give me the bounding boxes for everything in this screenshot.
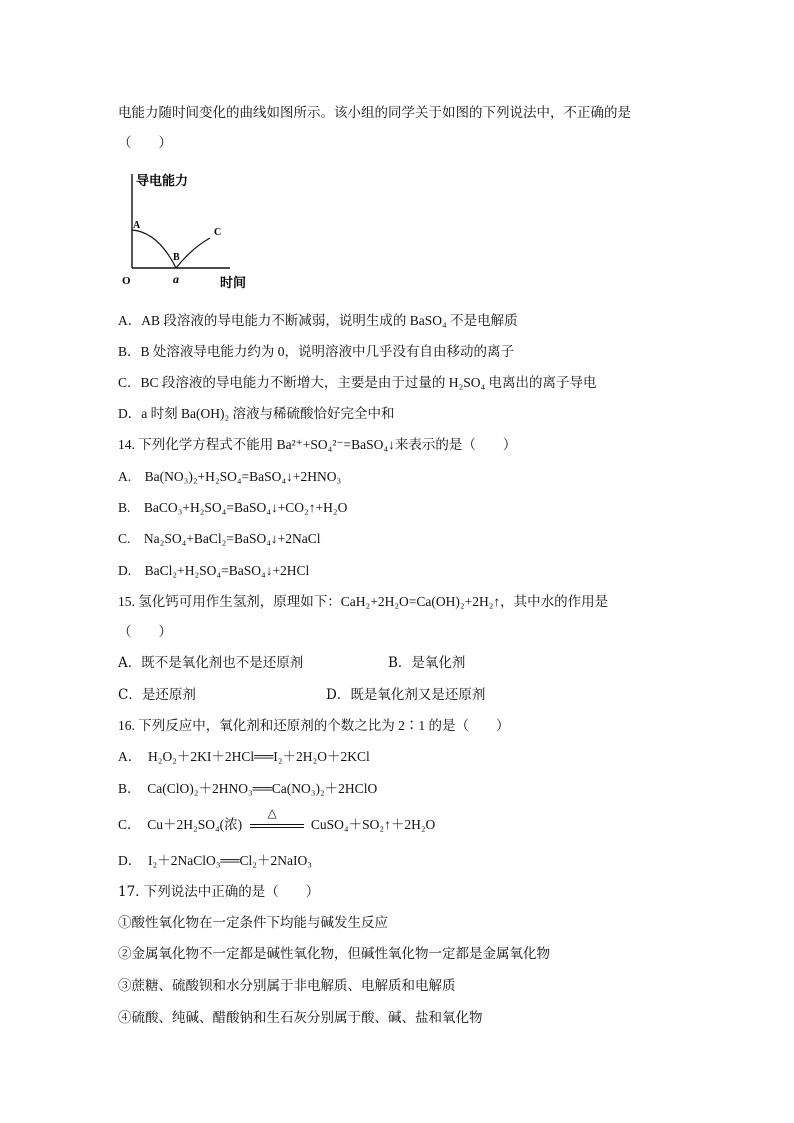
q14-option-a: A. Ba(NO₃)₂+H₂SO₄=BaSO₄↓+2HNO₃ <box>118 469 342 484</box>
q17-stem: 17. 下列说法中正确的是（ ） <box>118 884 320 900</box>
double-line-equals <box>250 824 304 828</box>
x-axis-label: 时间 <box>220 275 247 290</box>
q13-option-a: A．AB 段溶液的导电能力不断减弱，说明生成的 BaSO₄ 不是电解质 <box>118 313 518 328</box>
origin-label: O <box>122 275 131 287</box>
q14-stem: 14. 下列化学方程式不能用 Ba²⁺+SO₄²⁻=BaSO₄↓来表示的是（ ） <box>118 437 517 452</box>
curve-bc <box>176 238 210 268</box>
heat-triangle-icon: △ <box>267 805 277 820</box>
q16-option-c <box>118 805 436 834</box>
conductivity-figure <box>118 170 268 298</box>
point-c-label: C <box>214 227 222 238</box>
q15-option-b: B．是氧化剂 <box>388 655 466 671</box>
q17-statement-1: ①酸性氧化物在一定条件下均能与碱发生反应 <box>118 915 388 931</box>
q15-option-c: C．是还原剂 <box>118 687 196 703</box>
curve-ab <box>132 230 176 268</box>
q17-statement-3: ③蔗糖、硫酸钡和水分别属于非电解质、电解质和电解质 <box>118 978 456 994</box>
q16-option-a: A． H₂O₂＋2KI＋2HCl══I₂＋2H₂O＋2KCl <box>118 749 370 764</box>
point-b-label: B <box>173 252 180 263</box>
q15-paren: （ ） <box>118 624 172 640</box>
q14-option-d: D. BaCl₂+H₂SO₄=BaSO₄↓+2HCl <box>118 563 310 578</box>
q15-stem: 15. 氢化钙可用作生氢剂，原理如下：CaH₂+2H₂O=Ca(OH)₂+2H₂↑，其中水的作用是 <box>118 594 609 609</box>
q16-option-c-products: CuSO₄＋SO₂↑＋2H₂O <box>310 817 436 832</box>
tick-a-label: a <box>173 272 179 286</box>
q16-option-c-reactants: C． Cu＋2H₂SO₄(浓) <box>118 817 243 832</box>
q13-option-b: B．B 处溶液导电能力约为 0，说明溶液中几乎没有自由移动的离子 <box>118 344 515 359</box>
answer-paren: （ ） <box>118 135 172 151</box>
q15-option-d: D．既是氧化剂又是还原剂 <box>326 687 486 703</box>
q16-option-d: D． I₂＋2NaClO₃══Cl₂＋2NaIO₃ <box>118 853 312 868</box>
intro-line: 电能力随时间变化的曲线如图所示。该小组的同学关于如图的下列说法中，不正确的是 <box>118 105 631 121</box>
q14-option-c: C. Na₂SO₄+BaCl₂=BaSO₄↓+2NaCl <box>118 531 321 546</box>
q17-statement-4: ④硫酸、纯碱、醋酸钠和生石灰分别属于酸、碱、盐和氧化物 <box>118 1010 483 1026</box>
q17-statement-2: ②金属氧化物不一定都是碱性氧化物，但碱性氧化物一定都是金属氧化物 <box>118 946 550 962</box>
q16-option-b: B． Ca(ClO)₂＋2HNO₃══Ca(NO₃)₂＋2HClO <box>118 781 378 796</box>
point-a-label: A <box>133 220 141 231</box>
y-axis-label: 导电能力 <box>136 173 189 188</box>
q13-option-d: D．a 时刻 Ba(OH)₂ 溶液与稀硫酸恰好完全中和 <box>118 406 395 421</box>
q15-option-a: A．既不是氧化剂也不是还原剂 <box>118 655 304 671</box>
q16-stem: 16. 下列反应中，氧化剂和还原剂的个数之比为 2∶1 的是（ ） <box>118 718 510 733</box>
q14-option-b: B. BaCO₃+H₂SO₄=BaSO₄↓+CO₂↑+H₂O <box>118 500 348 515</box>
q13-option-c: C．BC 段溶液的导电能力不断增大，主要是由于过量的 H₂SO₄ 电离出的离子导电 <box>118 375 597 390</box>
heat-condition-sign <box>250 805 304 828</box>
conductivity-chart <box>118 170 268 294</box>
